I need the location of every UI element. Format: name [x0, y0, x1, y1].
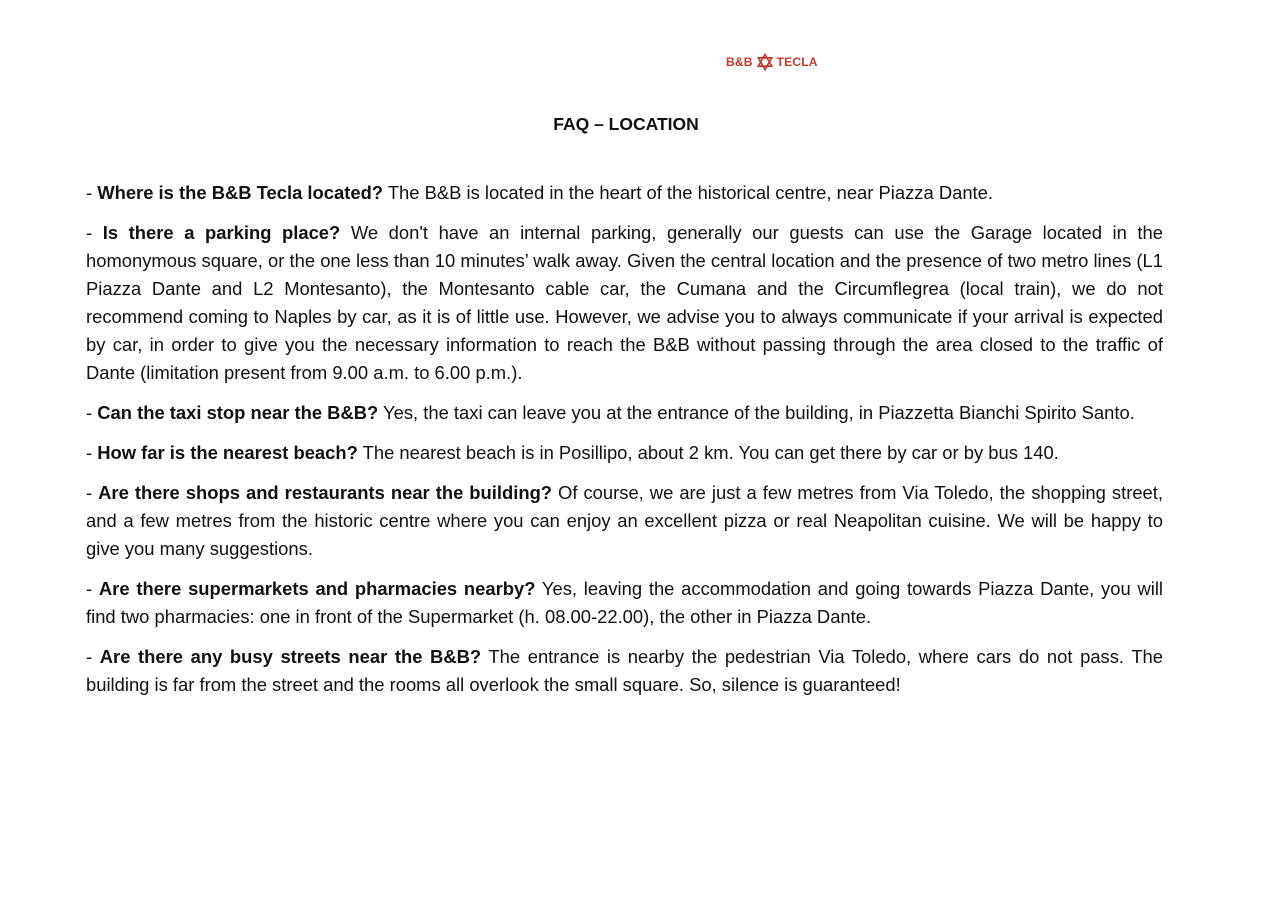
faq-dash: -	[86, 646, 100, 667]
faq-answer: We don't have an internal parking, generally our guests can use the Garage located in the homonymous square, or the one less than 10 minutes’ walk away. Given the central location and the presence of two metro lines (L1 Piazza Dante and L2 Montesanto), the Montesanto cable car, the Cumana and the Circumflegrea (local train), we do not recommend coming to Naples by car, as it is of little use. However, we advise you to always communicate if your arrival is expected by car, in order to give you the necessary information to reach the B&B without passing through the area closed to the traffic of Dante (limitation present from 9.00 a.m. to 6.00 p.m.).	[86, 222, 1163, 383]
faq-dash: -	[86, 442, 98, 463]
faq-question: How far is the nearest beach?	[97, 442, 358, 463]
faq-item-location	[86, 179, 1163, 207]
faq-item-busy-streets	[86, 643, 1163, 699]
faq-dash: -	[86, 182, 98, 203]
faq-question: Are there shops and restaurants near the building?	[98, 482, 553, 503]
faq-list	[86, 179, 1163, 711]
faq-question: Are there any busy streets near the B&B?	[99, 646, 482, 667]
faq-item-taxi	[86, 399, 1163, 427]
faq-question: Can the taxi stop near the B&B?	[97, 402, 379, 423]
logo-text-right: TECLA	[776, 55, 818, 69]
faq-item-supermarkets	[86, 575, 1163, 631]
faq-question: Are there supermarkets and pharmacies nearby?	[98, 578, 536, 599]
faq-answer: Of course, we are just a few metres from Via Toledo, the shopping street, and a few metres from the historic centre where you can enjoy an excellent pizza or real Neapolitan cuisine. We will be happy to give you many suggestions.	[86, 482, 1163, 559]
faq-answer: Yes, the taxi can leave you at the entrance of the building, in Piazzetta Bianchi Spirito Santo.	[378, 402, 1135, 423]
logo-text-left: B&B	[726, 55, 753, 69]
faq-dash: -	[86, 578, 99, 599]
page-title: FAQ – LOCATION	[553, 114, 699, 134]
faq-question: Where is the B&B Tecla located?	[97, 182, 384, 203]
faq-dash: -	[86, 402, 98, 423]
faq-answer: The B&B is located in the heart of the historical centre, near Piazza Dante.	[383, 182, 993, 203]
faq-dash: -	[86, 482, 99, 503]
faq-item-beach	[86, 439, 1163, 467]
faq-answer: The nearest beach is in Posillipo, about 2 km. You can get there by car or by bus 140.	[357, 442, 1059, 463]
faq-item-shops	[86, 479, 1163, 563]
brand-logo	[726, 50, 818, 74]
faq-dash: -	[86, 222, 103, 243]
faq-answer: Yes, leaving the accommodation and going towards Piazza Dante, you will find two pharmacies: one in front of the Supermarket (h. 08.00-22.00), the other in Piazza Dante.	[86, 578, 1164, 627]
star-of-david-icon	[756, 53, 774, 71]
faq-question: Is there a parking place?	[102, 222, 341, 243]
faq-item-parking	[86, 219, 1163, 387]
faq-answer: The entrance is nearby the pedestrian Via Toledo, where cars do not pass. The building is far from the street and the rooms all overlook the small square. So, silence is guaranteed!	[86, 646, 1164, 695]
